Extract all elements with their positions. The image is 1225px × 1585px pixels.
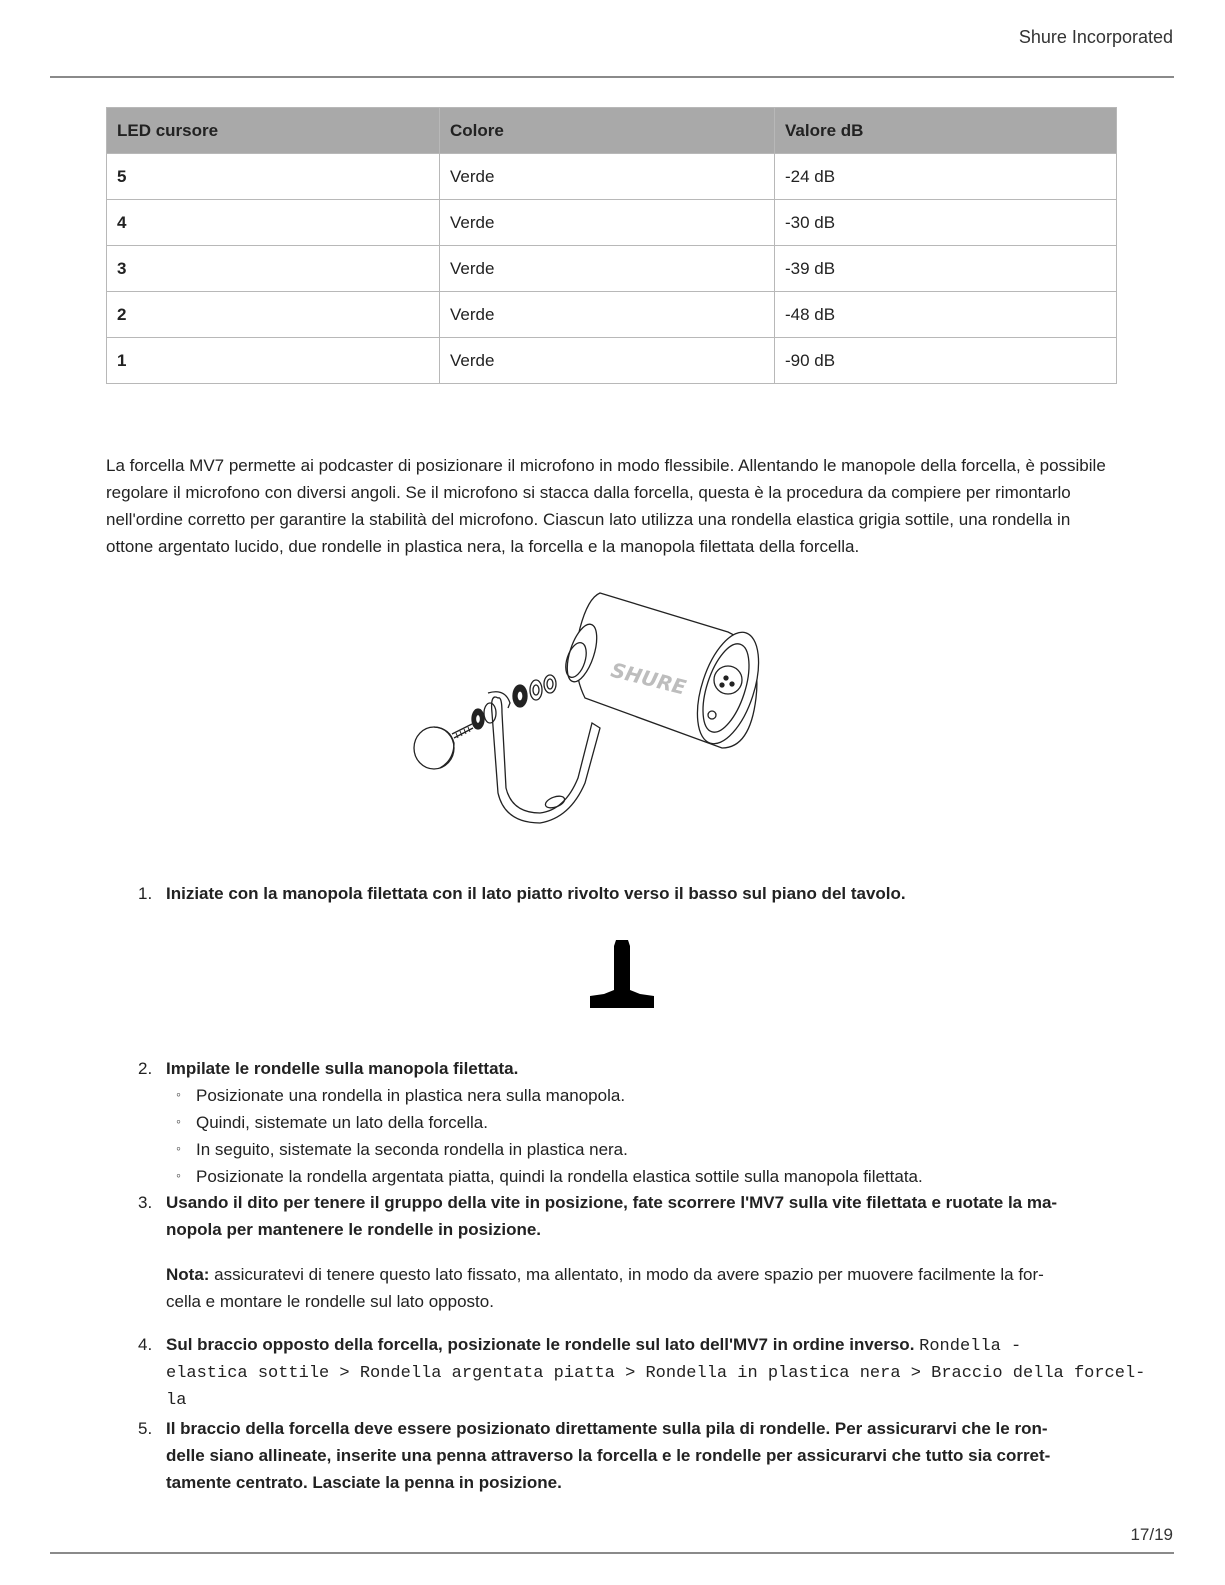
color-cell: Verde	[440, 246, 775, 292]
bullet-text: Posizionate la rondella argentata piatta, quindi la rondella elastica sottile sulla manopola filettata.	[196, 1167, 923, 1186]
step-number: 5.	[138, 1419, 153, 1438]
header-rule	[50, 76, 1174, 78]
db-cell: -30 dB	[775, 200, 1117, 246]
step-text: Sul braccio opposto della forcella, posizionate le rondelle sul lato dell'MV7 in ordine inverso.	[166, 1335, 915, 1354]
table-row	[107, 338, 1117, 384]
step-text: tamente centrato. Lasciate la penna in posizione.	[166, 1473, 562, 1492]
step-text: nopola per mantenere le rondelle in posizione.	[166, 1220, 542, 1239]
color-cell: Verde	[440, 200, 775, 246]
led-cell: 3	[107, 246, 440, 292]
led-cell: 4	[107, 200, 440, 246]
note	[166, 1261, 1057, 1288]
table-row	[107, 200, 1117, 246]
washer-order: elastica sottile > Rondella argentata piatta > Rondella in plastica nera > Braccio della forcel-	[166, 1364, 1146, 1383]
bullet-text: Posizionate una rondella in plastica nera sulla manopola.	[196, 1086, 626, 1105]
table-header-row	[107, 108, 1117, 154]
note-text: cella e montare le rondelle sul lato opposto.	[166, 1292, 494, 1311]
column-header-db: Valore dB	[775, 108, 1117, 154]
bullet-text: Quindi, sistemate un lato della forcella.	[196, 1113, 488, 1132]
color-cell: Verde	[440, 338, 775, 384]
footer-rule	[50, 1552, 1174, 1554]
step-number: 1.	[138, 884, 153, 903]
shure-logo: SHURE	[608, 657, 689, 700]
led-cell: 1	[107, 338, 440, 384]
step-text: Usando il dito per tenere il gruppo della vite in posizione, fate scorrere l'MV7 sulla vite filettata e ruotate la ma-	[166, 1193, 1058, 1212]
washer-order: Rondella -	[919, 1337, 1022, 1356]
note-text: assicuratevi di tenere questo lato fissato, ma allentato, in modo da avere spazio per muovere facilmente la for-	[209, 1265, 1044, 1284]
step-number: 2.	[138, 1059, 153, 1078]
page-number: 17/19	[1130, 1525, 1173, 1544]
led-cell: 5	[107, 154, 440, 200]
led-cell: 2	[107, 292, 440, 338]
step-text: Impilate le rondelle sulla manopola filettata.	[166, 1059, 519, 1078]
db-cell: -39 dB	[775, 246, 1117, 292]
washer-order: la	[166, 1391, 187, 1410]
column-header-led: LED cursore	[107, 108, 440, 154]
mv7-yoke-exploded-illustration	[410, 588, 770, 838]
bullet-text: In seguito, sistemate la seconda rondella in plastica nera.	[196, 1140, 628, 1159]
color-cell: Verde	[440, 292, 775, 338]
step-number: 4.	[138, 1335, 153, 1354]
intro-paragraph: La forcella MV7 permette ai podcaster di posizionare il microfono in modo flessibile. Allentando le manopole della forcella, è possibile regolare il microfono con diversi angoli. Se il microfono si stacca dalla forcella, questa è la procedura da compiere per rimontarlo nell'ordine corretto per garantire la stabilità del microfono. Ciascun lato utilizza una rondella elastica grigia sottile, una rondella in ottone argentato lucido, due rondelle in plastica nera, la forcella e la manopola filettata della forcella.	[106, 456, 1106, 556]
db-cell: -48 dB	[775, 292, 1117, 338]
column-header-color: Colore	[440, 108, 775, 154]
table-row	[107, 292, 1117, 338]
bullet-icon: ◦	[176, 1167, 181, 1183]
color-cell: Verde	[440, 154, 775, 200]
step-number: 3.	[138, 1193, 153, 1212]
table-row	[107, 154, 1117, 200]
bullet-icon: ◦	[176, 1086, 181, 1102]
step-text: delle siano allineate, inserite una penna attraverso la forcella e le rondelle per assicurarvi che tutto sia corret-	[166, 1446, 1051, 1465]
led-table	[106, 107, 1117, 384]
step-text: Il braccio della forcella deve essere posizionato direttamente sulla pila di rondelle. Per assicurarvi che le ron-	[166, 1419, 1048, 1438]
bullet-icon: ◦	[176, 1113, 181, 1129]
bullet-icon: ◦	[176, 1140, 181, 1156]
threaded-knob-icon	[588, 940, 656, 1015]
db-cell: -90 dB	[775, 338, 1117, 384]
note-label: Nota:	[166, 1265, 210, 1284]
company-name: Shure Incorporated	[1018, 27, 1173, 47]
step-text: Iniziate con la manopola filettata con il lato piatto rivolto verso il basso sul piano del tavolo.	[166, 884, 906, 903]
table-row	[107, 246, 1117, 292]
db-cell: -24 dB	[775, 154, 1117, 200]
